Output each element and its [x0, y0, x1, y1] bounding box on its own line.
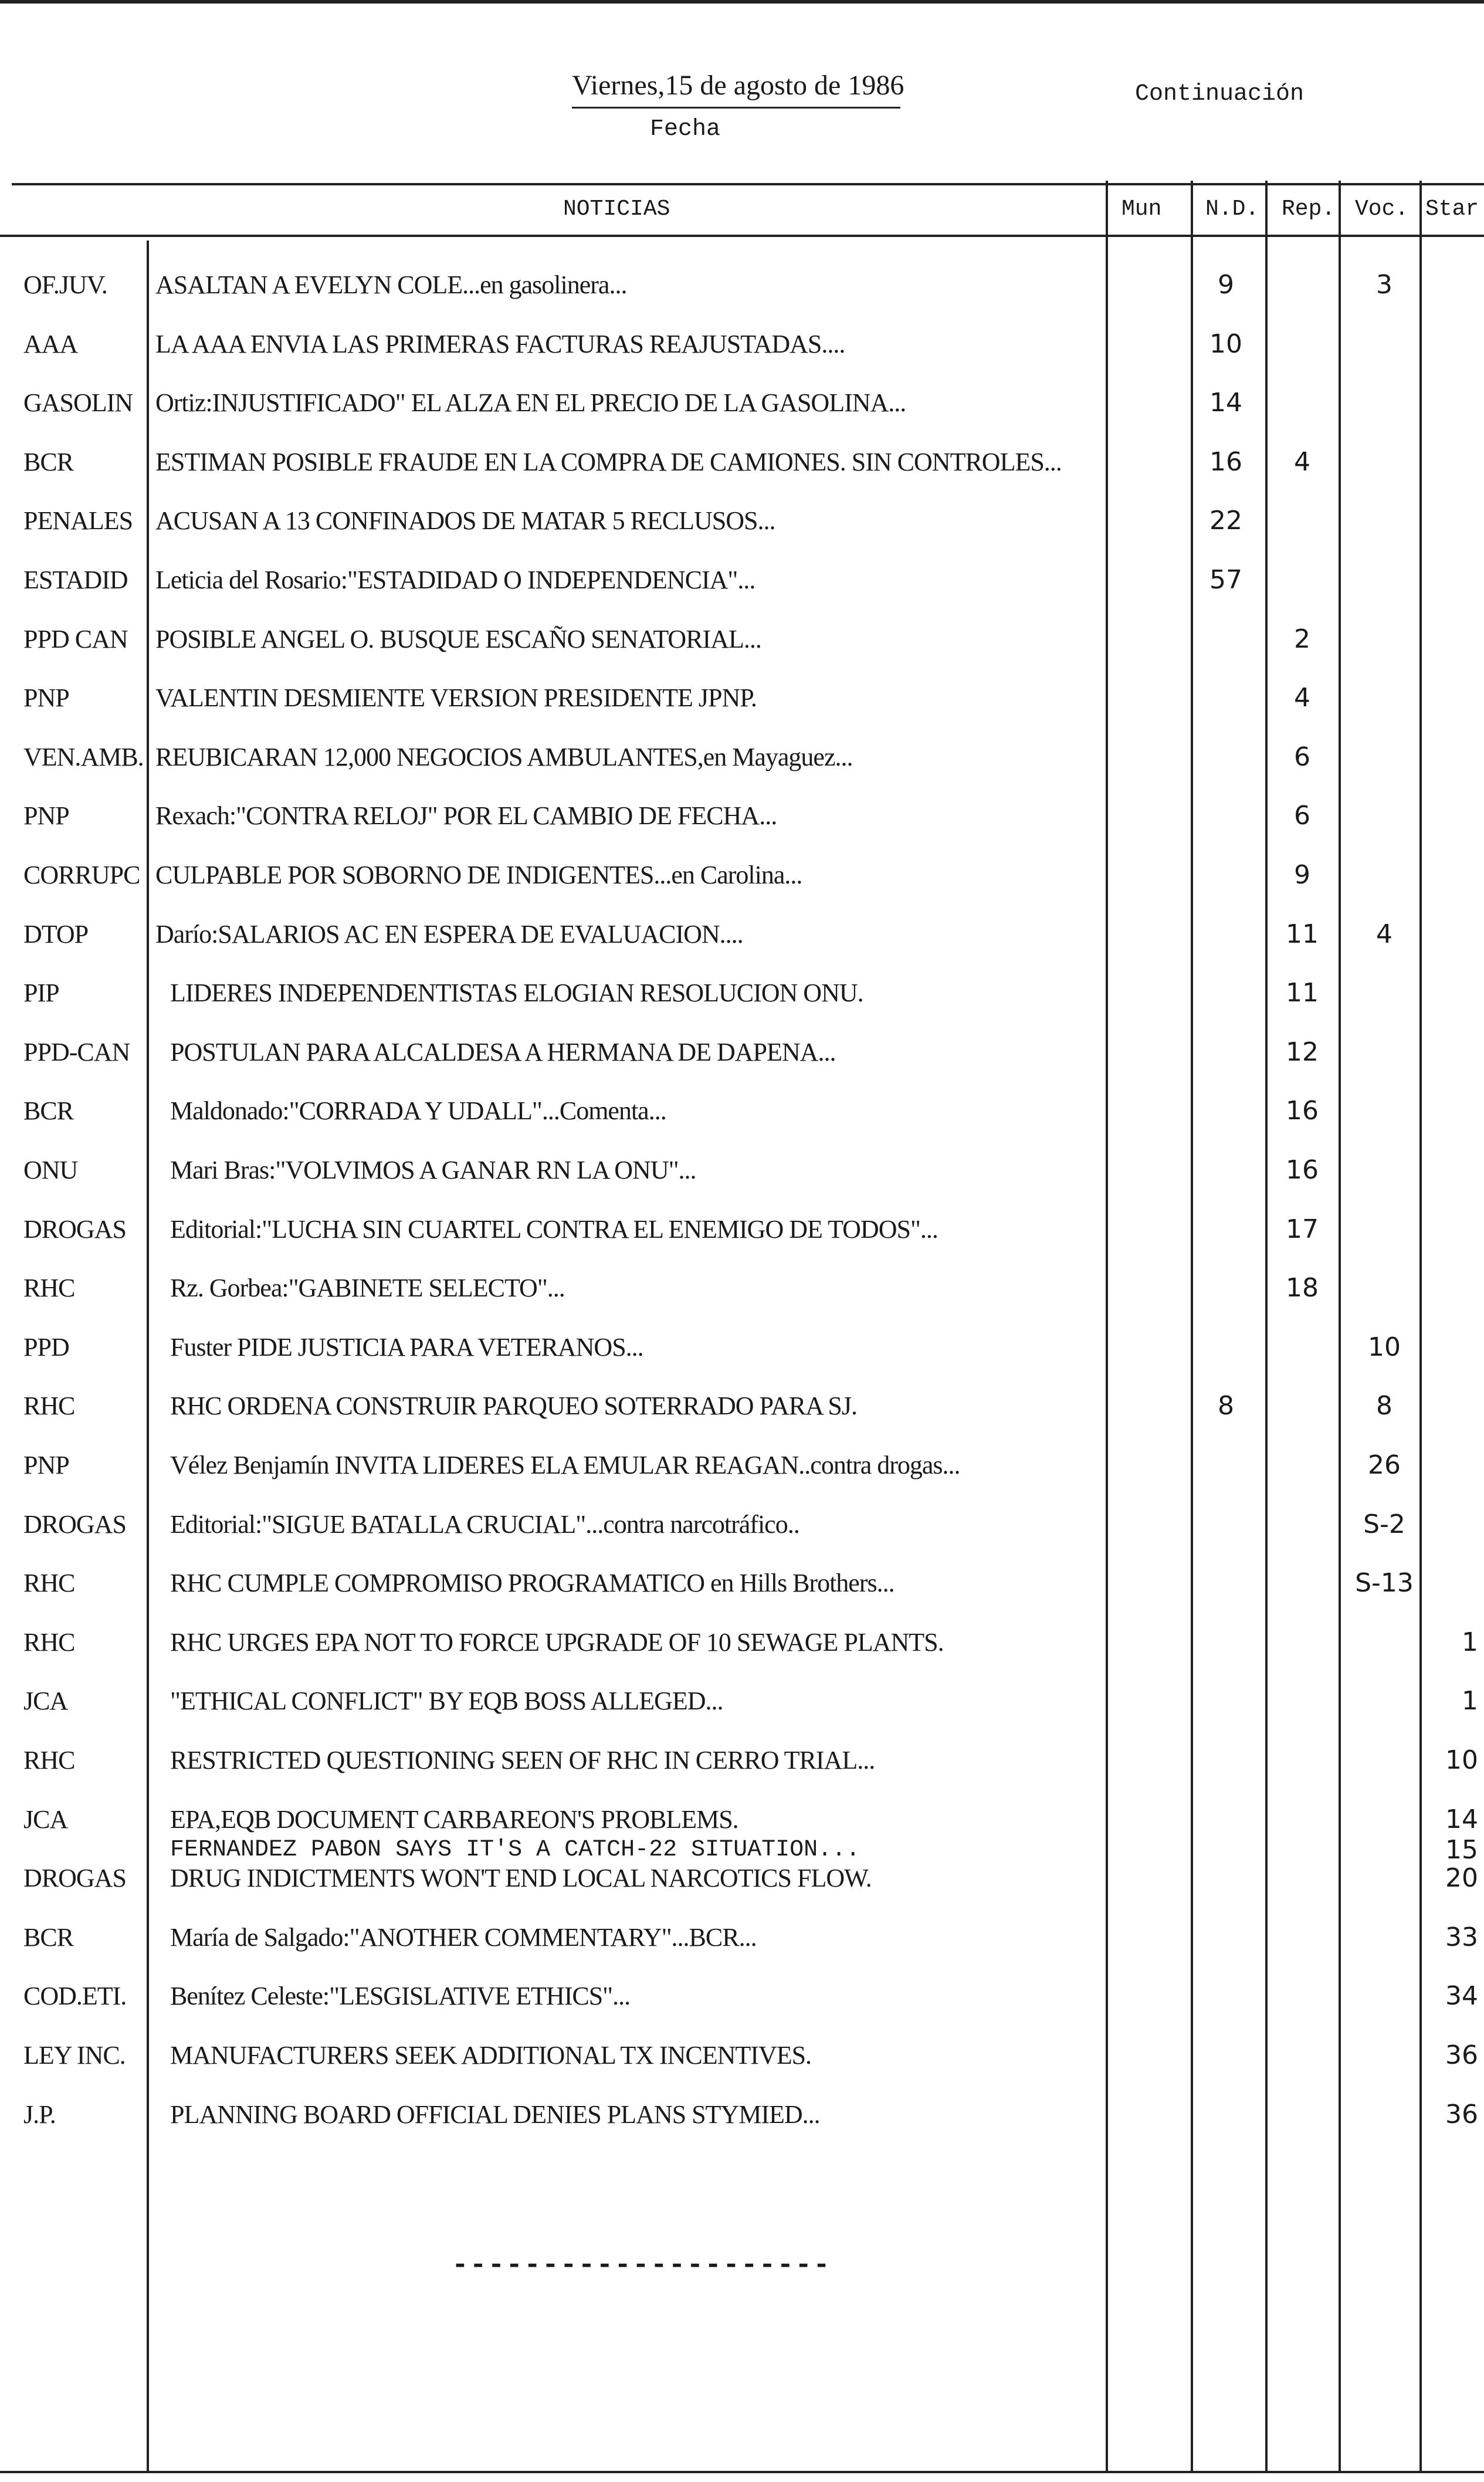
- nd-count: 22: [1209, 506, 1242, 536]
- section-code: PPD CAN: [23, 624, 128, 653]
- headline: DRUG INDICTMENTS WON'T END LOCAL NARCOTICS FLOW.: [170, 1864, 872, 1893]
- section-code: BCR: [23, 1922, 74, 1952]
- headline: Rexach:"CONTRA RELOJ" POR EL CAMBIO DE FECHA...: [155, 801, 777, 831]
- headline: EPA,EQB DOCUMENT CARBAREON'S PROBLEMS.: [170, 1804, 738, 1834]
- header-star: Star: [1425, 197, 1479, 222]
- voc-count: 4: [1376, 919, 1392, 949]
- news-row: [0, 1613, 1484, 1672]
- headline: Mari Bras:"VOLVIMOS A GANAR RN LA ONU"...: [170, 1156, 696, 1184]
- rep-count: 18: [1286, 1273, 1319, 1303]
- headline: ASALTAN A EVELYN COLE...en gasolinera...: [155, 270, 627, 299]
- header-noticias: NOTICIAS: [563, 197, 670, 222]
- section-code: RHC: [23, 1391, 75, 1421]
- headline: RHC URGES EPA NOT TO FORCE UPGRADE OF 10 SEWAGE PLANTS.: [170, 1627, 944, 1657]
- news-row: [0, 846, 1484, 905]
- header-bottom-rule: [0, 235, 1484, 237]
- news-row: [0, 1790, 1484, 1865]
- news-row: [0, 610, 1484, 669]
- news-row: [0, 964, 1484, 1022]
- headline: LA AAA ENVIA LAS PRIMERAS FACTURAS REAJUSTADAS....: [155, 329, 845, 358]
- section-code: RHC: [23, 1274, 75, 1303]
- star-count: 33: [1445, 1922, 1478, 1952]
- header-nd: N.D.: [1205, 197, 1259, 222]
- headline: RHC CUMPLE COMPROMISO PROGRAMATICO en Hills Brothers...: [170, 1569, 895, 1598]
- rep-count: 16: [1286, 1155, 1319, 1185]
- headline: María de Salgado:"ANOTHER COMMENTARY"...BCR...: [170, 1922, 757, 1952]
- voc-count: 26: [1368, 1450, 1401, 1480]
- headline: Leticia del Rosario:"ESTADIDAD O INDEPENDENCIA"...: [155, 566, 755, 594]
- news-row: [0, 728, 1484, 787]
- headline-second-line: FERNANDEZ PABON SAYS IT'S A CATCH-22 SITUATION...: [170, 1836, 860, 1863]
- voc-count: S-2: [1363, 1509, 1405, 1539]
- star-count: 10: [1445, 1745, 1478, 1775]
- header-mun: Mun: [1122, 197, 1162, 222]
- section-code: AAA: [23, 329, 78, 358]
- news-row: [0, 1200, 1484, 1259]
- nd-count: 14: [1209, 388, 1242, 418]
- section-code: PPD: [23, 1332, 69, 1362]
- news-row: [0, 1849, 1484, 1908]
- headline: Benítez Celeste:"LESGISLATIVE ETHICS"...: [170, 1982, 631, 2011]
- headline: VALENTIN DESMIENTE VERSION PRESIDENTE JPNP.: [155, 683, 757, 713]
- news-row: [0, 1023, 1484, 1082]
- table-top-rule: [12, 183, 1484, 185]
- nd-count: 9: [1218, 270, 1234, 300]
- star-count: 20: [1445, 1863, 1478, 1894]
- date-underline: [572, 107, 900, 109]
- headline: Rz. Gorbea:"GABINETE SELECTO"...: [170, 1274, 565, 1303]
- table-bottom-rule: [0, 2471, 1484, 2473]
- section-code: RHC: [23, 1746, 75, 1775]
- news-row: [0, 1082, 1484, 1140]
- news-row: [0, 1554, 1484, 1613]
- headline: Fuster PIDE JUSTICIA PARA VETERANOS...: [170, 1332, 643, 1362]
- star-count: 36: [1445, 2040, 1478, 2070]
- date-caption: Fecha: [650, 116, 721, 143]
- section-code: OF.JUV.: [23, 270, 107, 299]
- section-code: JCA: [23, 1687, 68, 1716]
- news-row: [0, 1967, 1484, 2026]
- news-row: [0, 1141, 1484, 1200]
- headline: Ortiz:INJUSTIFICADO" EL ALZA EN EL PRECIO DE LA GASOLINA...: [155, 388, 906, 418]
- section-code: DROGAS: [23, 1214, 126, 1244]
- header-voc: Voc.: [1355, 197, 1409, 222]
- section-code: PENALES: [23, 506, 133, 536]
- section-code: PIP: [23, 978, 59, 1008]
- news-row: [0, 1318, 1484, 1377]
- headline: Darío:SALARIOS AC EN ESPERA DE EVALUACION....: [155, 919, 743, 949]
- section-code: PNP: [23, 683, 69, 713]
- section-code: BCR: [23, 447, 74, 476]
- nd-count: 10: [1209, 329, 1242, 359]
- star-count: 14: [1445, 1804, 1478, 1834]
- news-row: [0, 905, 1484, 964]
- section-code: DTOP: [23, 919, 89, 949]
- news-row: [0, 1377, 1484, 1435]
- header-rep: Rep.: [1282, 197, 1336, 222]
- star-count: 1: [1462, 1627, 1478, 1657]
- nd-count: 8: [1218, 1391, 1234, 1421]
- section-code: ONU: [23, 1156, 78, 1184]
- headline: Vélez Benjamín INVITA LIDERES ELA EMULAR REAGAN..contra drogas...: [170, 1451, 960, 1479]
- rep-count: 6: [1294, 741, 1310, 772]
- section-code: DROGAS: [23, 1509, 126, 1539]
- section-code: JCA: [23, 1804, 68, 1834]
- headline: PLANNING BOARD OFFICIAL DENIES PLANS STYMIED...: [170, 2100, 820, 2129]
- star-count-second: 15: [1445, 1834, 1478, 1865]
- voc-count: 3: [1376, 270, 1392, 300]
- news-row: [0, 1436, 1484, 1495]
- section-code: PNP: [23, 801, 69, 831]
- rep-count: 11: [1286, 919, 1319, 949]
- section-code: PPD-CAN: [23, 1037, 130, 1066]
- section-code: RHC: [23, 1569, 75, 1598]
- headline: LIDERES INDEPENDENTISTAS ELOGIAN RESOLUCION ONU.: [170, 978, 863, 1008]
- rep-count: 17: [1286, 1214, 1319, 1244]
- headline: CULPABLE POR SOBORNO DE INDIGENTES...en Carolina...: [155, 861, 802, 889]
- headline: RESTRICTED QUESTIONING SEEN OF RHC IN CERRO TRIAL...: [170, 1746, 875, 1775]
- section-code: VEN.AMB.: [23, 742, 144, 771]
- news-row: [0, 433, 1484, 492]
- section-code: LEY INC.: [23, 2041, 126, 2070]
- rep-count: 16: [1286, 1096, 1319, 1126]
- section-code: BCR: [23, 1096, 74, 1126]
- news-row: [0, 669, 1484, 727]
- rep-count: 2: [1294, 624, 1310, 654]
- voc-count: 8: [1376, 1391, 1392, 1421]
- news-row: [0, 2026, 1484, 2085]
- nd-count: 57: [1209, 565, 1242, 595]
- star-count: 36: [1445, 2099, 1478, 2129]
- voc-count: S-13: [1355, 1568, 1414, 1599]
- news-row: [0, 1672, 1484, 1731]
- news-row: [0, 1731, 1484, 1790]
- news-row: [0, 2085, 1484, 2144]
- headline: REUBICARAN 12,000 NEGOCIOS AMBULANTES,en Mayaguez...: [155, 742, 853, 771]
- section-code: J.P.: [23, 2100, 56, 2129]
- rep-count: 9: [1294, 860, 1310, 890]
- news-row: [0, 1495, 1484, 1554]
- news-row: [0, 551, 1484, 610]
- news-row: [0, 492, 1484, 550]
- rep-count: 4: [1294, 446, 1310, 477]
- headline: RHC ORDENA CONSTRUIR PARQUEO SOTERRADO PARA SJ.: [170, 1391, 858, 1421]
- section-code: RHC: [23, 1627, 75, 1657]
- rep-count: 6: [1294, 801, 1310, 831]
- star-count: 34: [1445, 1981, 1478, 2012]
- headline: ACUSAN A 13 CONFINADOS DE MATAR 5 RECLUSOS...: [155, 506, 775, 536]
- end-dashes: ---------------------: [452, 2250, 831, 2281]
- news-row: [0, 1259, 1484, 1318]
- news-row: [0, 374, 1484, 432]
- headline: ESTIMAN POSIBLE FRAUDE EN LA COMPRA DE CAMIONES. SIN CONTROLES...: [155, 447, 1062, 476]
- headline: Editorial:"LUCHA SIN CUARTEL CONTRA EL ENEMIGO DE TODOS"...: [170, 1214, 938, 1244]
- rep-count: 12: [1286, 1037, 1319, 1067]
- headline: Editorial:"SIGUE BATALLA CRUCIAL"...contra narcotráfico..: [170, 1509, 799, 1539]
- nd-count: 16: [1209, 446, 1242, 477]
- headline: "ETHICAL CONFLICT" BY EQB BOSS ALLEGED...: [170, 1687, 723, 1716]
- section-code: PNP: [23, 1451, 69, 1479]
- date-text: Viernes,15 de agosto de 1986: [572, 70, 904, 101]
- star-count: 1: [1462, 1686, 1478, 1716]
- headline: MANUFACTURERS SEEK ADDITIONAL TX INCENTIVES.: [170, 2041, 812, 2070]
- rep-count: 11: [1286, 978, 1319, 1008]
- headline: Maldonado:"CORRADA Y UDALL"...Comenta...: [170, 1096, 666, 1126]
- news-row: [0, 256, 1484, 314]
- section-code: ESTADID: [23, 566, 128, 594]
- section-code: GASOLIN: [23, 388, 133, 418]
- headline: POSIBLE ANGEL O. BUSQUE ESCAÑO SENATORIAL...: [155, 624, 761, 653]
- rep-count: 4: [1294, 683, 1310, 713]
- section-code: DROGAS: [23, 1864, 126, 1893]
- top-border: [0, 0, 1484, 4]
- news-row: [0, 1908, 1484, 1967]
- headline: POSTULAN PARA ALCALDESA A HERMANA DE DAPENA...: [170, 1037, 836, 1066]
- voc-count: 10: [1368, 1332, 1401, 1362]
- section-code: COD.ETI.: [23, 1982, 127, 2011]
- continuation-label: Continuación: [1135, 81, 1305, 107]
- news-row: [0, 787, 1484, 845]
- section-code: CORRUPC: [23, 861, 140, 889]
- news-row: [0, 315, 1484, 374]
